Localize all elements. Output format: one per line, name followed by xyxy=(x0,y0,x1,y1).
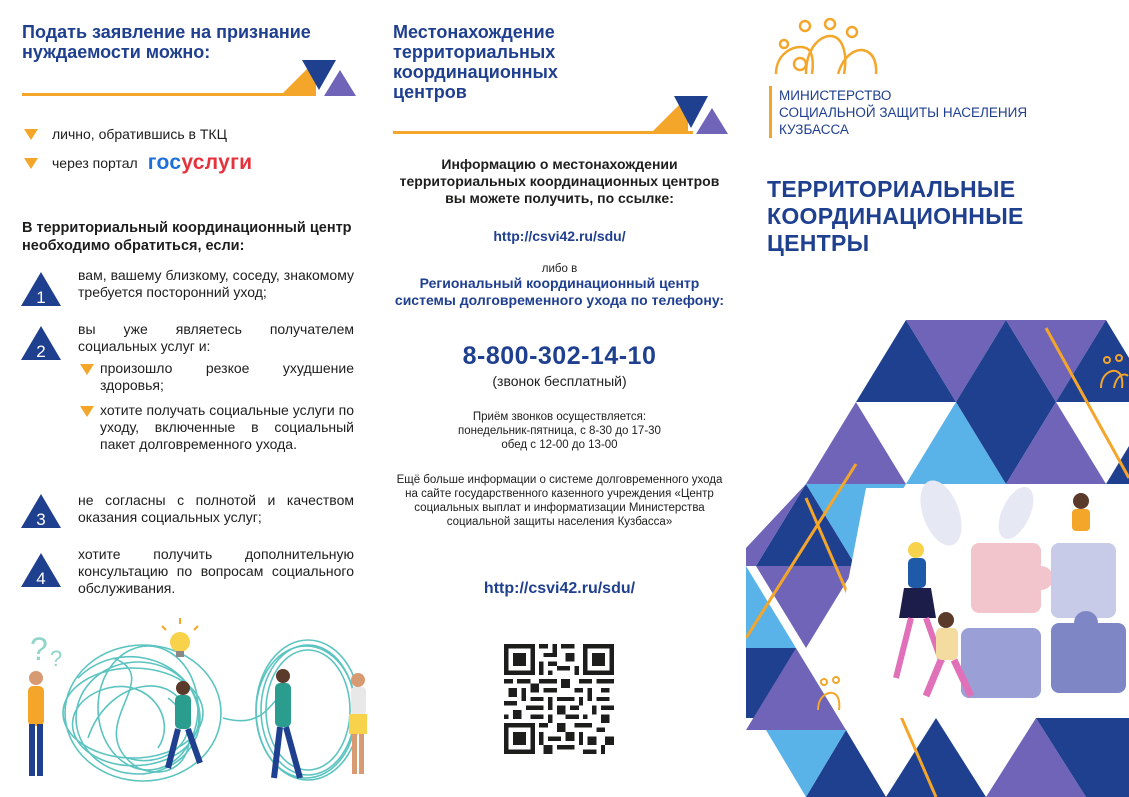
puzzle-illustration-icon xyxy=(746,318,1129,797)
subitem-2-text: хотите получать социальные услуги по уходу, включенные в социальный пакет долговременного ухода. xyxy=(100,402,354,452)
number-3: 3 xyxy=(36,510,46,528)
number-2: 2 xyxy=(36,342,46,360)
hours-days: понедельник-пятница, с 8-30 до 17-30 xyxy=(458,425,661,437)
number-2-triangle-icon xyxy=(21,326,61,360)
col1-rule xyxy=(22,93,312,96)
ministry-line-2: СОЦИАЛЬНОЙ ЗАЩИТЫ НАСЕЛЕНИЯ xyxy=(779,105,1028,120)
item-1-text: вам, вашему близкому, соседу, знакомому требуется посторонний уход; xyxy=(78,267,354,300)
qr-code-icon[interactable] xyxy=(504,644,614,754)
method-portal xyxy=(24,151,252,175)
method-portal-text: через портал xyxy=(52,155,138,171)
item-2-text: вы уже являетесь получателем социальных услуг и: xyxy=(78,321,354,354)
col2-rule xyxy=(393,131,693,134)
col1-corner-triangles-icon xyxy=(280,60,356,96)
subitem-2 xyxy=(80,402,354,453)
svg-text:?: ? xyxy=(50,646,63,671)
triangle-bullet-icon xyxy=(24,129,38,140)
triangle-bullet-icon xyxy=(80,364,94,375)
method-in-person xyxy=(24,126,227,142)
svg-text:?: ? xyxy=(30,631,48,667)
or-text: либо в xyxy=(541,263,578,275)
ministry-line-1: МИНИСТЕРСТВО xyxy=(779,88,892,103)
col1-heading: Подать заявление на признание нуждаемости можно: xyxy=(22,22,311,62)
subitem-1 xyxy=(80,360,354,394)
triangle-bullet-icon xyxy=(80,406,94,417)
location-info: Информацию о местонахождении территориальных координационных центров вы можете получить, по ссылке: xyxy=(399,156,720,206)
number-4-triangle-icon xyxy=(21,553,61,587)
regional-center: Региональный координационный центр системы долговременного ухода по телефону: xyxy=(394,275,725,308)
ministry-bar xyxy=(769,86,772,138)
col2-heading: Местонахождение территориальных координационных центров xyxy=(393,22,558,102)
link-1[interactable]: http://csvi42.ru/sdu/ xyxy=(493,228,626,244)
item-4-text: хотите получить дополнительную консультацию по вопросам социального обслуживания. xyxy=(78,546,354,596)
hours-lunch: обед с 12-00 до 13-00 xyxy=(501,439,618,451)
link-2[interactable]: http://csvi42.ru/sdu/ xyxy=(483,580,636,597)
hours-title: Приём звонков осуществляется: xyxy=(472,411,647,423)
ministry-line-3: КУЗБАССА xyxy=(779,122,849,137)
main-title: ТЕРРИТОРИАЛЬНЫЕ КООРДИНАЦИОННЫЕ ЦЕНТРЫ xyxy=(767,176,1024,256)
subitem-1-text: произошло резкое ухудшение здоровья; xyxy=(100,360,354,393)
people-illustration-icon xyxy=(18,618,378,793)
phone-note: (звонок бесплатный) xyxy=(492,373,627,389)
gosuslugi-part1: гос xyxy=(147,151,182,174)
number-1: 1 xyxy=(36,288,46,306)
method-in-person-text: лично, обратившись в ТКЦ xyxy=(52,126,227,142)
gosuslugi-link[interactable] xyxy=(148,151,253,175)
gosuslugi-part2: услуги xyxy=(181,151,253,174)
number-1-triangle-icon xyxy=(21,272,61,306)
col2-corner-triangles-icon xyxy=(650,96,728,134)
number-3-triangle-icon xyxy=(21,494,61,528)
conditions-heading: В территориальный координационный центр необходимо обратиться, если: xyxy=(22,220,352,254)
more-info: Ещё больше информации о системе долговременного ухода на сайте государственного казенного учреждения «Центр социальных выплат и информатизации Министерства социальной защиты населения Кузбасса» xyxy=(396,474,723,528)
triangle-bullet-icon xyxy=(24,158,38,169)
item-3-text: не согласны с полнотой и качеством оказания социальных услуг; xyxy=(78,492,354,525)
phone-number[interactable]: 8-800-302-14-10 xyxy=(462,342,657,370)
number-4: 4 xyxy=(36,569,46,587)
logo-icon xyxy=(772,18,884,78)
